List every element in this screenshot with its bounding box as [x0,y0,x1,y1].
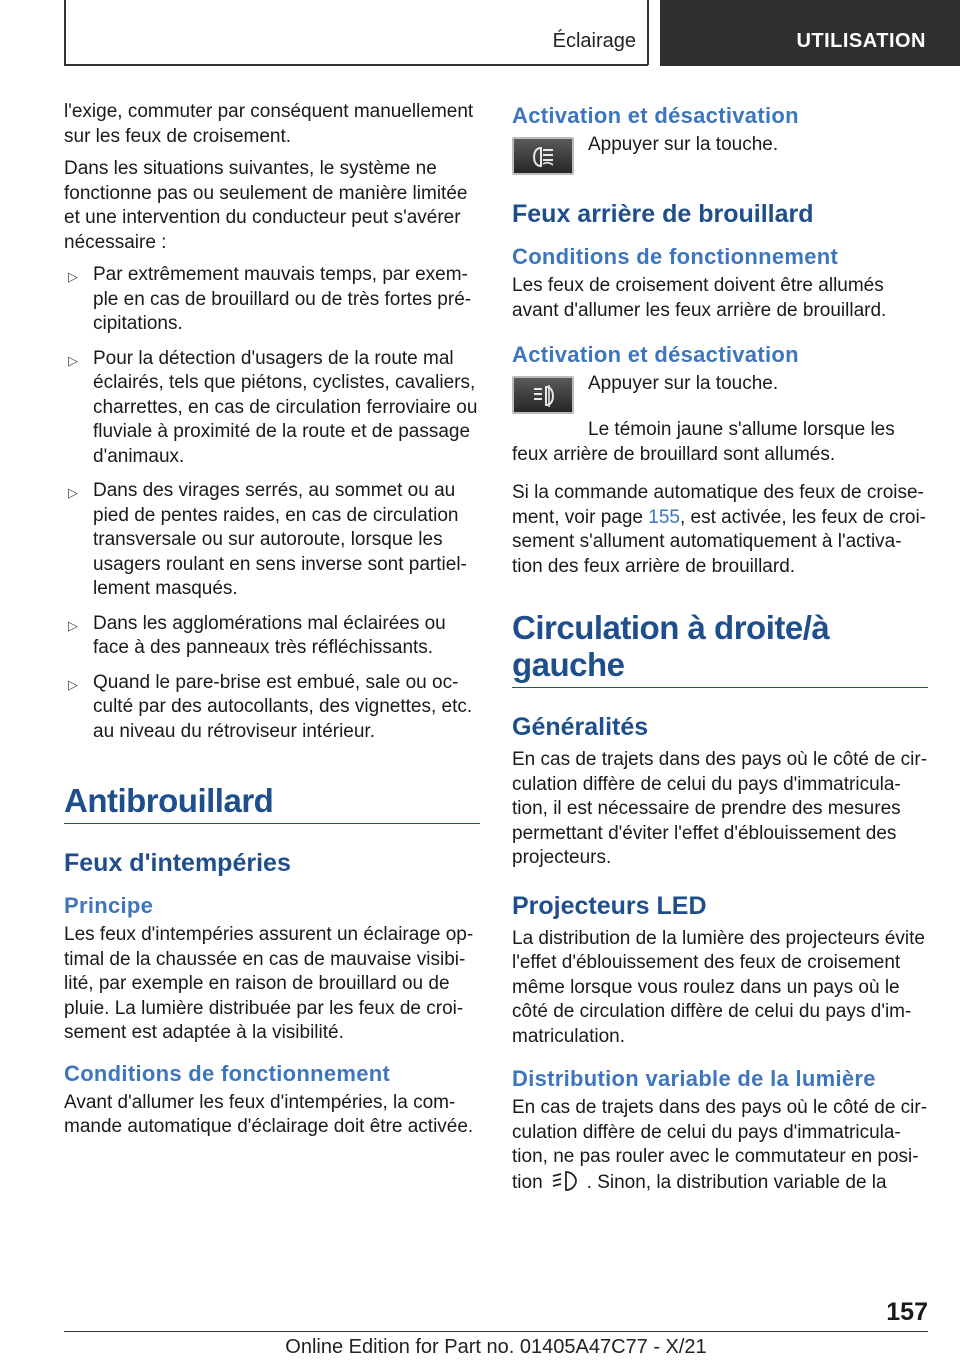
conditions-2-paragraph: Les feux de croisement doivent être allumés avant d'allumer les feux arrière de brouillard. [512,275,887,321]
heading-activation-1: Activation et désactivation [512,103,799,128]
front-fog-key-row [512,133,928,177]
header-frame-left [64,0,66,65]
list-item: ▷ Pour la détection d'usagers de la route mal éclairés, tels que piétons, cyclistes, cavaliers, charrettes, en cas de circulation ferroviaire ou fluviale à proximité de la route et de passage d'animaux. [68,347,478,467]
limitations-list [64,263,480,744]
front-fog-light-button-icon [512,137,574,175]
header-section-title: Éclairage [552,30,636,52]
list-item: ▷ Par extrêmement mauvais temps, par exem‐ple en cas de brouillard ou de très fortes pré‐cipitations. [68,264,472,334]
header-chapter-label: UTILISATION [796,30,926,52]
intro-paragraph-2: Dans les situations suivantes, le système ne fonctionne pas ou seulement de manière limitée et une intervention du conducteur peut s'avérer nécessaire : [64,158,468,253]
list-item: ▷ Dans des virages serrés, au sommet ou au pied de pentes raides, en cas de circulation transversale ou sur autoroute, lorsque les usagers roulant en sens inverse sont partiel‐lement masqués. [68,480,467,599]
header-chapter-tab [660,0,960,66]
intro-paragraph-1: l'exige, commuter par conséquent manuellement sur les feux de croisement. [64,101,474,147]
activation-2-text: Appuyer sur la touche. [588,373,779,394]
footer-edition-text: Online Edition for Part no. 01405A47C77 - X/21 [285,1336,707,1358]
heading-generalites: Généralités [512,713,649,741]
triangle-right-icon: ▷ [68,485,78,500]
projecteurs-paragraph: La distribution de la lumière des projecteurs évite l'effet d'éblouissement des feux de croisement même lorsque vous roulez dans un pays où le côté de circulation diffère de celui du pays d'im‐matriculation. [512,927,925,1047]
principe-paragraph: Les feux d'intempéries assurent un éclairage op‐timal de la chaussée en cas de mauvaise visibi‐lité, par exemple en raison de brouillard ou de pluie. La lumière distribuée par les feux de croi‐sement est adaptée à la visibilité. [64,924,474,1043]
activation-2-indicator-text: Le témoin jaune s'allume lorsque les feux arrière de brouillard sont allumés. [512,419,895,465]
heading-feux-intemperies: Feux d'intempéries [64,849,291,877]
auto-headlight-paragraph: Si la commande automatique des feux de croise‐ment, voir page 155, est activée, les feux de croi‐sement s'allument automatiquement à l'activa‐tion des feux arrière de brouillard. [512,482,927,577]
generalites-paragraph: En cas de trajets dans des pays où le côté de cir‐culation diffère de celui du pays d'immatricula‐tion, il est nécessaire de prendre des mesures permettant d'éviter l'effet d'éblouissement des projecteurs. [512,749,928,868]
triangle-right-icon: ▷ [68,617,78,633]
page-number: 157 [886,1298,928,1326]
header-rule [64,64,648,66]
conditions-paragraph: Avant d'allumer les feux d'intempéries, la com‐mande automatique d'éclairage doit être activée. [64,1091,474,1137]
heading-principe: Principe [64,893,154,918]
distribution-paragraph: En cas de trajets dans des pays où le côté de cir‐culation diffère de celui du pays d'immatricula‐tion, ne pas rouler avec le commutateur en posi‐tion . Sinon, la distribution variable de la [512,1096,928,1199]
triangle-right-icon: ▷ [68,352,78,368]
heading-conditions: Conditions de fonctionnement [64,1060,391,1086]
heading-conditions-2: Conditions de fonctionnement [512,244,839,269]
header-frame-right [647,0,649,65]
list-item: ▷ Quand le pare-brise est embué, sale ou oc‐culté par des autocollants, des vignettes, etc. au niveau du rétroviseur intérieur. [68,671,473,742]
heading-feux-arriere: Feux arrière de brouillard [512,200,814,228]
activation-1-text: Appuyer sur la touche. [588,134,779,155]
triangle-right-icon: ▷ [68,269,78,284]
heading-antibrouillard: Antibrouillard [64,782,480,824]
heading-circulation: Circulation à droite/à gauche [512,609,928,688]
left-column [64,100,480,1148]
footer-rule [64,1331,928,1332]
headlight-switch-position-icon [551,1170,579,1200]
triangle-right-icon: ▷ [68,676,78,692]
heading-activation-2: Activation et désactivation [512,342,799,367]
page-reference-link[interactable]: 155 [648,506,680,528]
right-column [512,100,928,1207]
heading-projecteurs: Projecteurs LED [512,891,707,920]
rear-fog-light-button-icon [512,376,574,414]
rear-fog-key-row [512,372,928,416]
heading-distribution: Distribution variable de la lumière [512,1066,876,1091]
list-item: ▷ Dans les agglomérations mal éclairées ou face à des panneaux très réfléchissants. [68,612,446,658]
